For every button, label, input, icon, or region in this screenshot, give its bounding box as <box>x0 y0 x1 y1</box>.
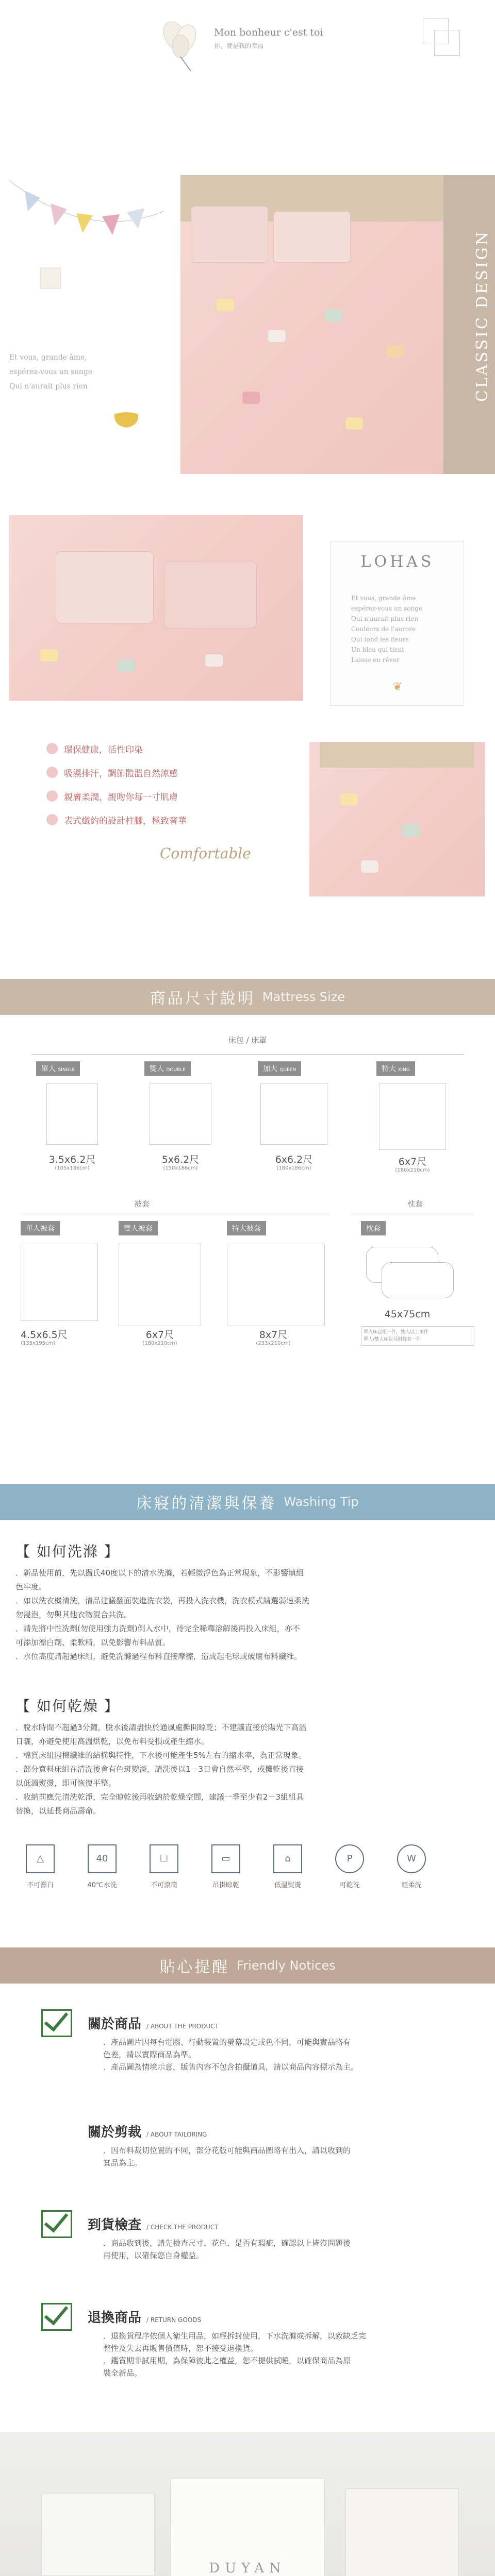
lohas-poem-line: Et vous, grande âme <box>351 595 416 602</box>
quilt-size-value: 8x7尺 <box>259 1329 288 1341</box>
mattress-diagram <box>46 1083 98 1145</box>
hero-deco-squares <box>423 19 464 60</box>
wash-section-title: 床寢的清潔與保養 <box>136 1495 277 1513</box>
feature-dot-icon <box>46 814 58 825</box>
notice-block <box>41 2210 464 2287</box>
lohas-poem <box>351 593 422 665</box>
care-icon-row <box>15 1844 480 1901</box>
bed-size-tag <box>376 1061 415 1076</box>
feature-text: 環保健康，活性印染 <box>64 744 143 755</box>
hang-dry-icon: ▭ <box>211 1844 240 1873</box>
feature-text: 表式纖約的設計柱腳，極致奢華 <box>64 816 187 826</box>
notice-subheading: / CHECK THE PRODUCT <box>146 2224 219 2231</box>
notice-section-header <box>0 1947 495 1984</box>
low-iron-icon: ⌂ <box>273 1844 302 1873</box>
notice-section-title-en: Friendly Notices <box>237 1958 336 1973</box>
hero-french-line: Mon bonheur c'est toi <box>214 27 323 38</box>
pillow-note: 單人/雙人床包另附枕套一件 <box>364 1337 421 1342</box>
garland-decoration <box>9 175 164 304</box>
care-icon-label: 吊掛晾乾 <box>212 1882 239 1889</box>
bed-size-cm: (150x186cm) <box>163 1165 198 1171</box>
notice-line: ．因布料裁切位置的不同，部分花版可能與商品圖略有出入，請以收到的 <box>103 2146 351 2155</box>
bed-tag-en: SINGLE <box>58 1067 75 1073</box>
notice-line: 裝全新品。 <box>103 2368 142 2378</box>
quilt-size-cm: (233x210cm) <box>256 1341 291 1346</box>
pillow-size-value: 45x75cm <box>384 1309 431 1320</box>
lohas-title: LOHAS <box>360 553 435 571</box>
quilt-size-value: 4.5x6.5尺 <box>21 1329 68 1341</box>
quilt-size-value: 6x7尺 <box>145 1329 174 1341</box>
no-tumble-icon: ☐ <box>150 1844 178 1873</box>
notice-subheading: / ABOUT TAILORING <box>146 2131 207 2138</box>
poem-line: Qui n'aurait plus rien <box>9 382 88 391</box>
size-section-title: 商品尺寸說明 <box>150 990 255 1008</box>
notice-line: ．退換貨程序依個人衛生用品，如經拆封使用，下水洗滌或拆解，以致缺乏完 <box>103 2331 367 2341</box>
bed-size-value: 6x6.2尺 <box>275 1154 313 1165</box>
quilt-size-card <box>21 1221 108 1355</box>
mattress-diagram <box>260 1083 327 1145</box>
bed-size-tag <box>36 1061 80 1076</box>
brand-banner-photo <box>0 2432 495 2576</box>
lohas-poem-line: Couleurs de l'aurore <box>351 625 416 633</box>
bed-tag-en: QUEEN <box>279 1067 296 1073</box>
poem-line: Et vous, grande âme, <box>9 353 87 362</box>
quilt-size-tag: 單人被套 <box>21 1221 60 1235</box>
bed-tag-label: 單人 <box>41 1065 56 1073</box>
lohas-poem-line: Qui n'aurait plus rien <box>351 615 419 622</box>
notice-heading: 關於剪裁 <box>88 2125 142 2140</box>
notice-line: 色差，請以實際商品為準。 <box>103 2050 196 2059</box>
poem-line: espérez-vous un songe <box>9 368 93 376</box>
hero-poem <box>9 350 92 394</box>
notice-heading: 到貨檢查 <box>88 2217 142 2233</box>
bed-size-cm: (105x186cm) <box>55 1165 90 1171</box>
bed-size-value: 6x7尺 <box>398 1156 427 1167</box>
dry-list <box>15 1721 480 1818</box>
notice-line: ．產品圖片因每台電腦、行動裝置的螢幕設定或色不同，可能與實品略有 <box>103 2038 351 2047</box>
vertical-title-panel <box>443 175 495 474</box>
notice-section-title: 貼心提醒 <box>159 1958 230 1976</box>
quilt-diagram <box>227 1244 325 1326</box>
pillow-label: 枕套 <box>407 1199 423 1209</box>
dry-item: 以低溫熨燙，即可恢復平整。 <box>15 1778 117 1788</box>
size-section-title-en: Mattress Size <box>262 990 345 1004</box>
care-icon-label: 不可滾筒 <box>150 1882 177 1889</box>
bedding-label: 床包 / 床罩 <box>228 1036 267 1045</box>
wash-item: ．請先將中性洗劑(勿使用強力洗劑)倒入水中，待完全稀釋溶解後再投入床組，亦不 <box>15 1624 300 1633</box>
quilt-diagram <box>119 1244 201 1326</box>
pillow-size-tag: 枕套 <box>361 1221 386 1235</box>
notice-heading: 關於商品 <box>88 2016 142 2032</box>
quilt-size-cm: (180x210cm) <box>142 1341 177 1346</box>
dry-heading: 【 如何乾燥 】 <box>15 1698 120 1715</box>
dry-item: ．脫水時間不超過3分鐘，脫水後請盡快於通風處攤開晾乾；不建議直接於陽光下高溫 <box>15 1723 307 1732</box>
pillow-closeup-photo <box>9 515 303 701</box>
lohas-card <box>330 541 464 706</box>
feature-item <box>46 737 232 760</box>
hero-bedroom-photo <box>180 175 443 474</box>
care-icon-label: 不可漂白 <box>26 1882 54 1889</box>
notice-line: ．產品圖為情境示意，版售內容不包含拍攝道具，請以商品內容標示為主。 <box>103 2062 359 2072</box>
wash-section-title-en: Washing Tip <box>284 1495 359 1509</box>
size-section-header <box>0 979 495 1015</box>
lohas-poem-line: Qui fond les fleurs <box>351 636 409 643</box>
pillow-note-box <box>361 1326 474 1346</box>
checkmark-icon <box>41 2303 72 2331</box>
ginkgo-leaf-icon <box>108 407 144 443</box>
bed-size-card <box>36 1061 119 1180</box>
notice-block <box>41 2117 464 2190</box>
brand-logo: DUYAN <box>209 2561 286 2576</box>
quilt-size-card <box>119 1221 211 1355</box>
bed-size-tag <box>258 1061 301 1076</box>
dry-item: 替換，以延長商品壽命。 <box>15 1806 101 1816</box>
bed-size-cm: (180x210cm) <box>395 1167 430 1173</box>
pillow-note: 單人床包組一件，雙人以上兩件 <box>364 1330 429 1335</box>
wash-item: ．如以洗衣機清洗，清品建議翻面裝進洗衣袋，再投入洗衣機，洗衣模式請選弱速柔洗 <box>15 1596 310 1605</box>
feature-item <box>46 784 232 808</box>
bed-size-tag <box>144 1061 191 1076</box>
bed-tag-label: 特大 <box>382 1065 396 1073</box>
bed-size-card <box>376 1061 459 1180</box>
quilt-size-tag: 特大被套 <box>227 1221 266 1235</box>
gentle-wash-icon: W <box>397 1844 426 1873</box>
divider <box>31 1054 464 1055</box>
bed-tag-en: KING <box>398 1067 410 1073</box>
pillow-size-card <box>361 1221 474 1355</box>
vertical-title: CLASSIC DESIGN <box>473 229 491 402</box>
lohas-ornament-icon: ❦ <box>392 681 403 693</box>
bed-tag-en: DOUBLE <box>166 1067 186 1073</box>
lohas-poem-line: espérez-vous un songe <box>351 605 423 612</box>
notice-line: 再使用，以確保您自身權益。 <box>103 2251 204 2260</box>
wash-item: 可添加漂白劑、柔軟精，以免影響布料品質。 <box>15 1638 171 1647</box>
feature-text: 吸濕排汗，調節體溫自然涼感 <box>64 768 178 779</box>
bed-tag-label: 加大 <box>263 1065 277 1073</box>
signature-text: Comfortable <box>160 845 251 862</box>
notice-heading: 退換商品 <box>88 2310 142 2326</box>
wash-item: ．新品使用前，先以攝氏40度以下的清水洗滌，若輕微浮色為正常現象，不影響填組 <box>15 1568 304 1578</box>
feature-text: 親膚柔潤，親吻你每一寸肌膚 <box>64 792 178 803</box>
bed-size-card <box>258 1061 340 1180</box>
wash-heading: 【 如何洗滌 】 <box>15 1543 120 1560</box>
pillow-diagram <box>382 1262 454 1298</box>
dry-clean-icon: P <box>335 1844 364 1873</box>
bed-size-card <box>144 1061 227 1180</box>
feature-dot-icon <box>46 767 58 778</box>
checkmark-icon <box>41 2009 72 2037</box>
bed-size-cm: (180x186cm) <box>276 1165 311 1171</box>
care-icon-label: 40℃水洗 <box>87 1882 117 1889</box>
notice-block <box>41 2009 464 2097</box>
wash-40-icon: 40 <box>88 1844 117 1873</box>
feature-dot-icon <box>46 790 58 802</box>
hero-cn-line: 你，就是我的幸福 <box>214 42 264 49</box>
dry-item: ．部分寬料床組在清洗後會有色斑變淡，請洗後以1－3日會自然平整，或攤乾後直接 <box>15 1765 304 1774</box>
notice-line: 整性及失去再販售價值時，恕不接受退換貨。 <box>103 2344 258 2353</box>
notice-subheading: / RETURN GOODS <box>146 2316 202 2324</box>
wash-item: 色牢度。 <box>15 1582 47 1591</box>
wash-item: 勿浸泡，勿與其他衣物混合共洗。 <box>15 1610 132 1619</box>
quilt-size-card <box>227 1221 330 1355</box>
feature-item <box>46 808 232 832</box>
mattress-diagram <box>150 1083 211 1145</box>
care-icon-label: 輕柔洗 <box>401 1882 422 1889</box>
quilt-label: 被套 <box>134 1199 150 1209</box>
quilt-size-cm: (135x195cm) <box>21 1341 56 1346</box>
notice-line: 實品為主。 <box>103 2158 142 2167</box>
notice-block <box>41 2303 464 2406</box>
wash-list <box>15 1566 480 1664</box>
feature-list <box>46 737 232 832</box>
dry-item: 日曬，亦避免使用高溫烘乾，以免布料受損或產生縮水。 <box>15 1737 209 1746</box>
notice-line: ．商品收到後，請先檢查尺寸、花色、是否有瑕疵，確認以上皆沒問題後 <box>103 2239 351 2248</box>
care-icon-label: 低溫熨燙 <box>274 1882 301 1889</box>
quilt-size-row <box>0 1221 340 1360</box>
quilt-diagram <box>21 1244 98 1321</box>
no-bleach-icon: △ <box>26 1844 55 1873</box>
mattress-diagram <box>379 1083 446 1150</box>
care-icon-label: 可乾洗 <box>339 1882 360 1889</box>
bed-size-value: 5x6.2尺 <box>161 1154 200 1165</box>
lohas-poem-line: Un bleu qui tient <box>351 646 405 653</box>
notice-line: ．鑑賞期非試用期，為保障彼此之權益，恕不提供試睡，以確保商品為原 <box>103 2356 351 2365</box>
wash-section-header <box>0 1484 495 1520</box>
quilt-size-tag: 雙人被套 <box>119 1221 158 1235</box>
dry-item: ．收納前應先清洗乾淨，完全晾乾後再收納於乾燥空間，建議一季至少有2－3組組具 <box>15 1792 304 1802</box>
dry-item: ．棉質床組因棉纖維的結構與特性，下水後可能產生5%左右的縮水率，為正常現象。 <box>15 1751 306 1760</box>
checkmark-icon <box>41 2210 72 2238</box>
feature-dot-icon <box>46 743 58 754</box>
bed-size-value: 3.5x6.2尺 <box>48 1154 96 1165</box>
feature-item <box>46 760 232 784</box>
bed-corner-photo <box>309 742 485 896</box>
lohas-poem-line: Laisse en rêver <box>351 656 400 664</box>
wash-item: ．水位高度請超過床組，避免洗滌過程布料直接摩擦，造成起毛球或破壞布料纖維。 <box>15 1652 302 1661</box>
notice-subheading: / ABOUT THE PRODUCT <box>146 2023 219 2030</box>
bed-tag-label: 雙人 <box>150 1065 164 1073</box>
hero-flower-illustration <box>155 15 211 72</box>
bed-size-row <box>0 1061 495 1185</box>
